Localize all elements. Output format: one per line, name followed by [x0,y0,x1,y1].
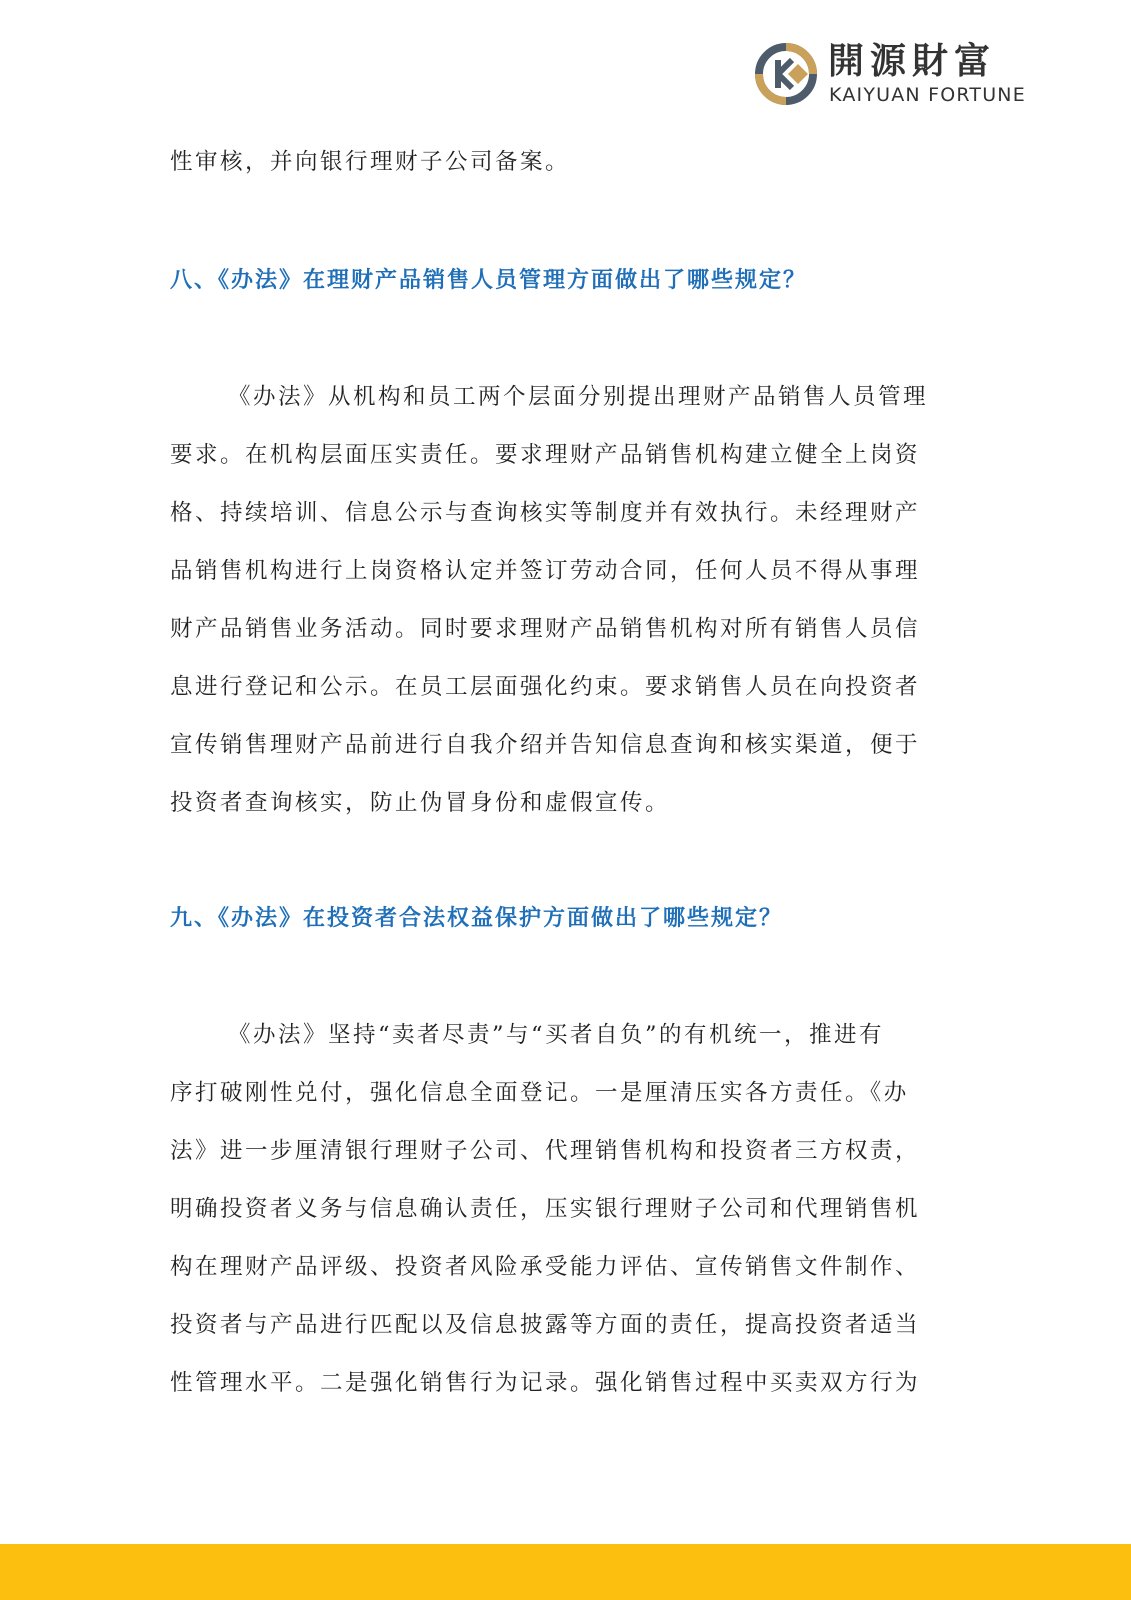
section8-paragraph-line: 格、持续培训、信息公示与查询核实等制度并有效执行。未经理财产 [170,500,921,526]
section8-paragraph-line: 财产品销售业务活动。同时要求理财产品销售机构对所有销售人员信 [170,616,921,642]
logo-chinese-name: 開源財富 [828,41,997,82]
section9-paragraph-line: 明确投资者义务与信息确认责任，压实银行理财子公司和代理销售机 [170,1196,921,1222]
section9-paragraph-line: 投资者与产品进行匹配以及信息披露等方面的责任，提高投资者适当 [170,1312,921,1338]
section8-paragraph-line: 投资者查询核实，防止伪冒身份和虚假宣传。 [170,790,671,816]
section9-paragraph-line: 序打破刚性兑付，强化信息全面登记。一是厘清压实各方责任。《办 [170,1080,909,1106]
intro-line: 性审核，并向银行理财子公司备案。 [170,149,571,175]
company-logo [754,42,1044,108]
logo-english-name: KAIYUAN FORTUNE [829,84,1026,106]
kaiyuan-k-emblem-icon [754,42,818,106]
section8-heading: 八、《办法》在理财产品销售人员管理方面做出了哪些规定？ [170,268,808,293]
section9-paragraph-line: 法》进一步厘清银行理财子公司、代理销售机构和投资者三方权责， [170,1138,921,1164]
section9-heading: 九、《办法》在投资者合法权益保护方面做出了哪些规定？ [170,906,784,931]
section8-paragraph-line: 宣传销售理财产品前进行自我介绍并告知信息查询和核实渠道，便于 [170,732,921,758]
section8-paragraph-line: 《办法》从机构和员工两个层面分别提出理财产品销售人员管理 [228,384,929,410]
footer-color-bar [0,1544,1131,1600]
section8-paragraph-line: 要求。在机构层面压实责任。要求理财产品销售机构建立健全上岗资 [170,442,921,468]
section9-paragraph-line: 性管理水平。二是强化销售行为记录。强化销售过程中买卖双方行为 [170,1370,921,1396]
section8-paragraph-line: 品销售机构进行上岗资格认定并签订劳动合同，任何人员不得从事理 [170,558,921,584]
section9-paragraph-line: 《办法》坚持“卖者尽责”与“买者自负”的有机统一，推进有 [228,1022,885,1048]
section9-paragraph-line: 构在理财产品评级、投资者风险承受能力评估、宣传销售文件制作、 [170,1254,921,1280]
section8-paragraph-line: 息进行登记和公示。在员工层面强化约束。要求销售人员在向投资者 [170,674,921,700]
